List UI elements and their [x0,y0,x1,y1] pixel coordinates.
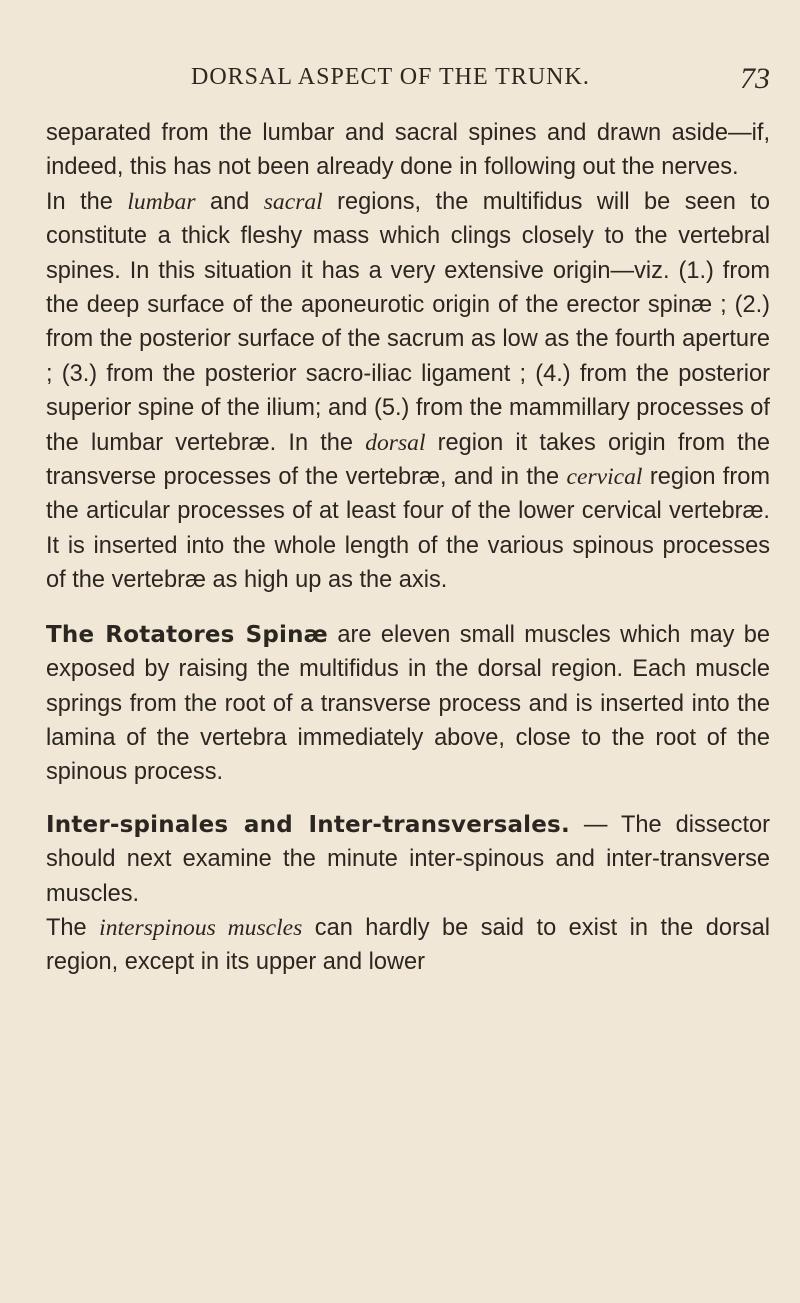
text-run: In the [46,188,128,215]
text-line: done in following out the nerves. [400,154,739,181]
paragraph-interspinous [46,911,770,980]
text-run: region it takes origin from the transverse processes of the vertebræ, and in the [46,429,770,491]
italic-term-lumbar: lumbar [127,188,196,215]
running-head: DORSAL ASPECT OF THE TRUNK. [191,64,590,90]
text-run: — The dissector should next examine the minute inter-spinous and inter-transverse muscles. [46,811,770,907]
text-run: and [195,188,264,215]
section-heading-inter-spinales: Inter-spinales and Inter-transversales. [46,811,570,838]
paragraph-inter-spinales [46,808,770,911]
book-page [46,64,770,980]
text-run: region from the articular processes of at least four of the lower cervical vertebræ. It is inserted into the whole length of the various spinous processes of the vertebræ as high up as the axis. [46,464,770,594]
text-run: can hardly be said to exist in the dorsal region, except in its upper and lower [46,914,771,976]
paragraph-continued [46,116,770,185]
italic-term-sacral: sacral [263,188,323,215]
section-heading-rotatores: The Rotatores Spinæ [46,621,328,648]
text-line: separated from the lumbar and sacral spines and [46,120,597,146]
page-body [46,116,770,980]
text-line: drawn aside—if, indeed, this has not been already [46,120,770,181]
italic-term-cervical: cervical [566,464,643,491]
italic-term-dorsal: dorsal [365,429,426,456]
page-header [46,64,770,116]
text-run: regions, the multifidus will be seen to constitute a thick fleshy mass which clings closely to the vertebral spines. In this situation it has a very extensive origin—viz. (1.) from the deep surface of the aponeurotic origin of the erector spinæ ; (2.) from the posterior surface of the sacrum as low as the fourth aperture ; (3.) from the posterior sacro-iliac ligament ; (4.) from the posterior superior spine of the ilium; and (5.) from the mammillary processes of the lumbar vertebræ. In the [46,188,770,456]
paragraph-rotatores [46,618,770,790]
text-run: The [46,914,100,941]
italic-term-interspinous: interspinous muscles [99,914,303,941]
page-number: 73 [740,62,770,95]
text-run: are eleven small muscles which may be exposed by raising the multifidus in the dorsal region. Each muscle springs from the root of a transverse process and is inserted into the lamina of the vertebra immediately above, close to the root of the spinous process. [46,621,771,786]
paragraph-multifidus [46,185,770,598]
